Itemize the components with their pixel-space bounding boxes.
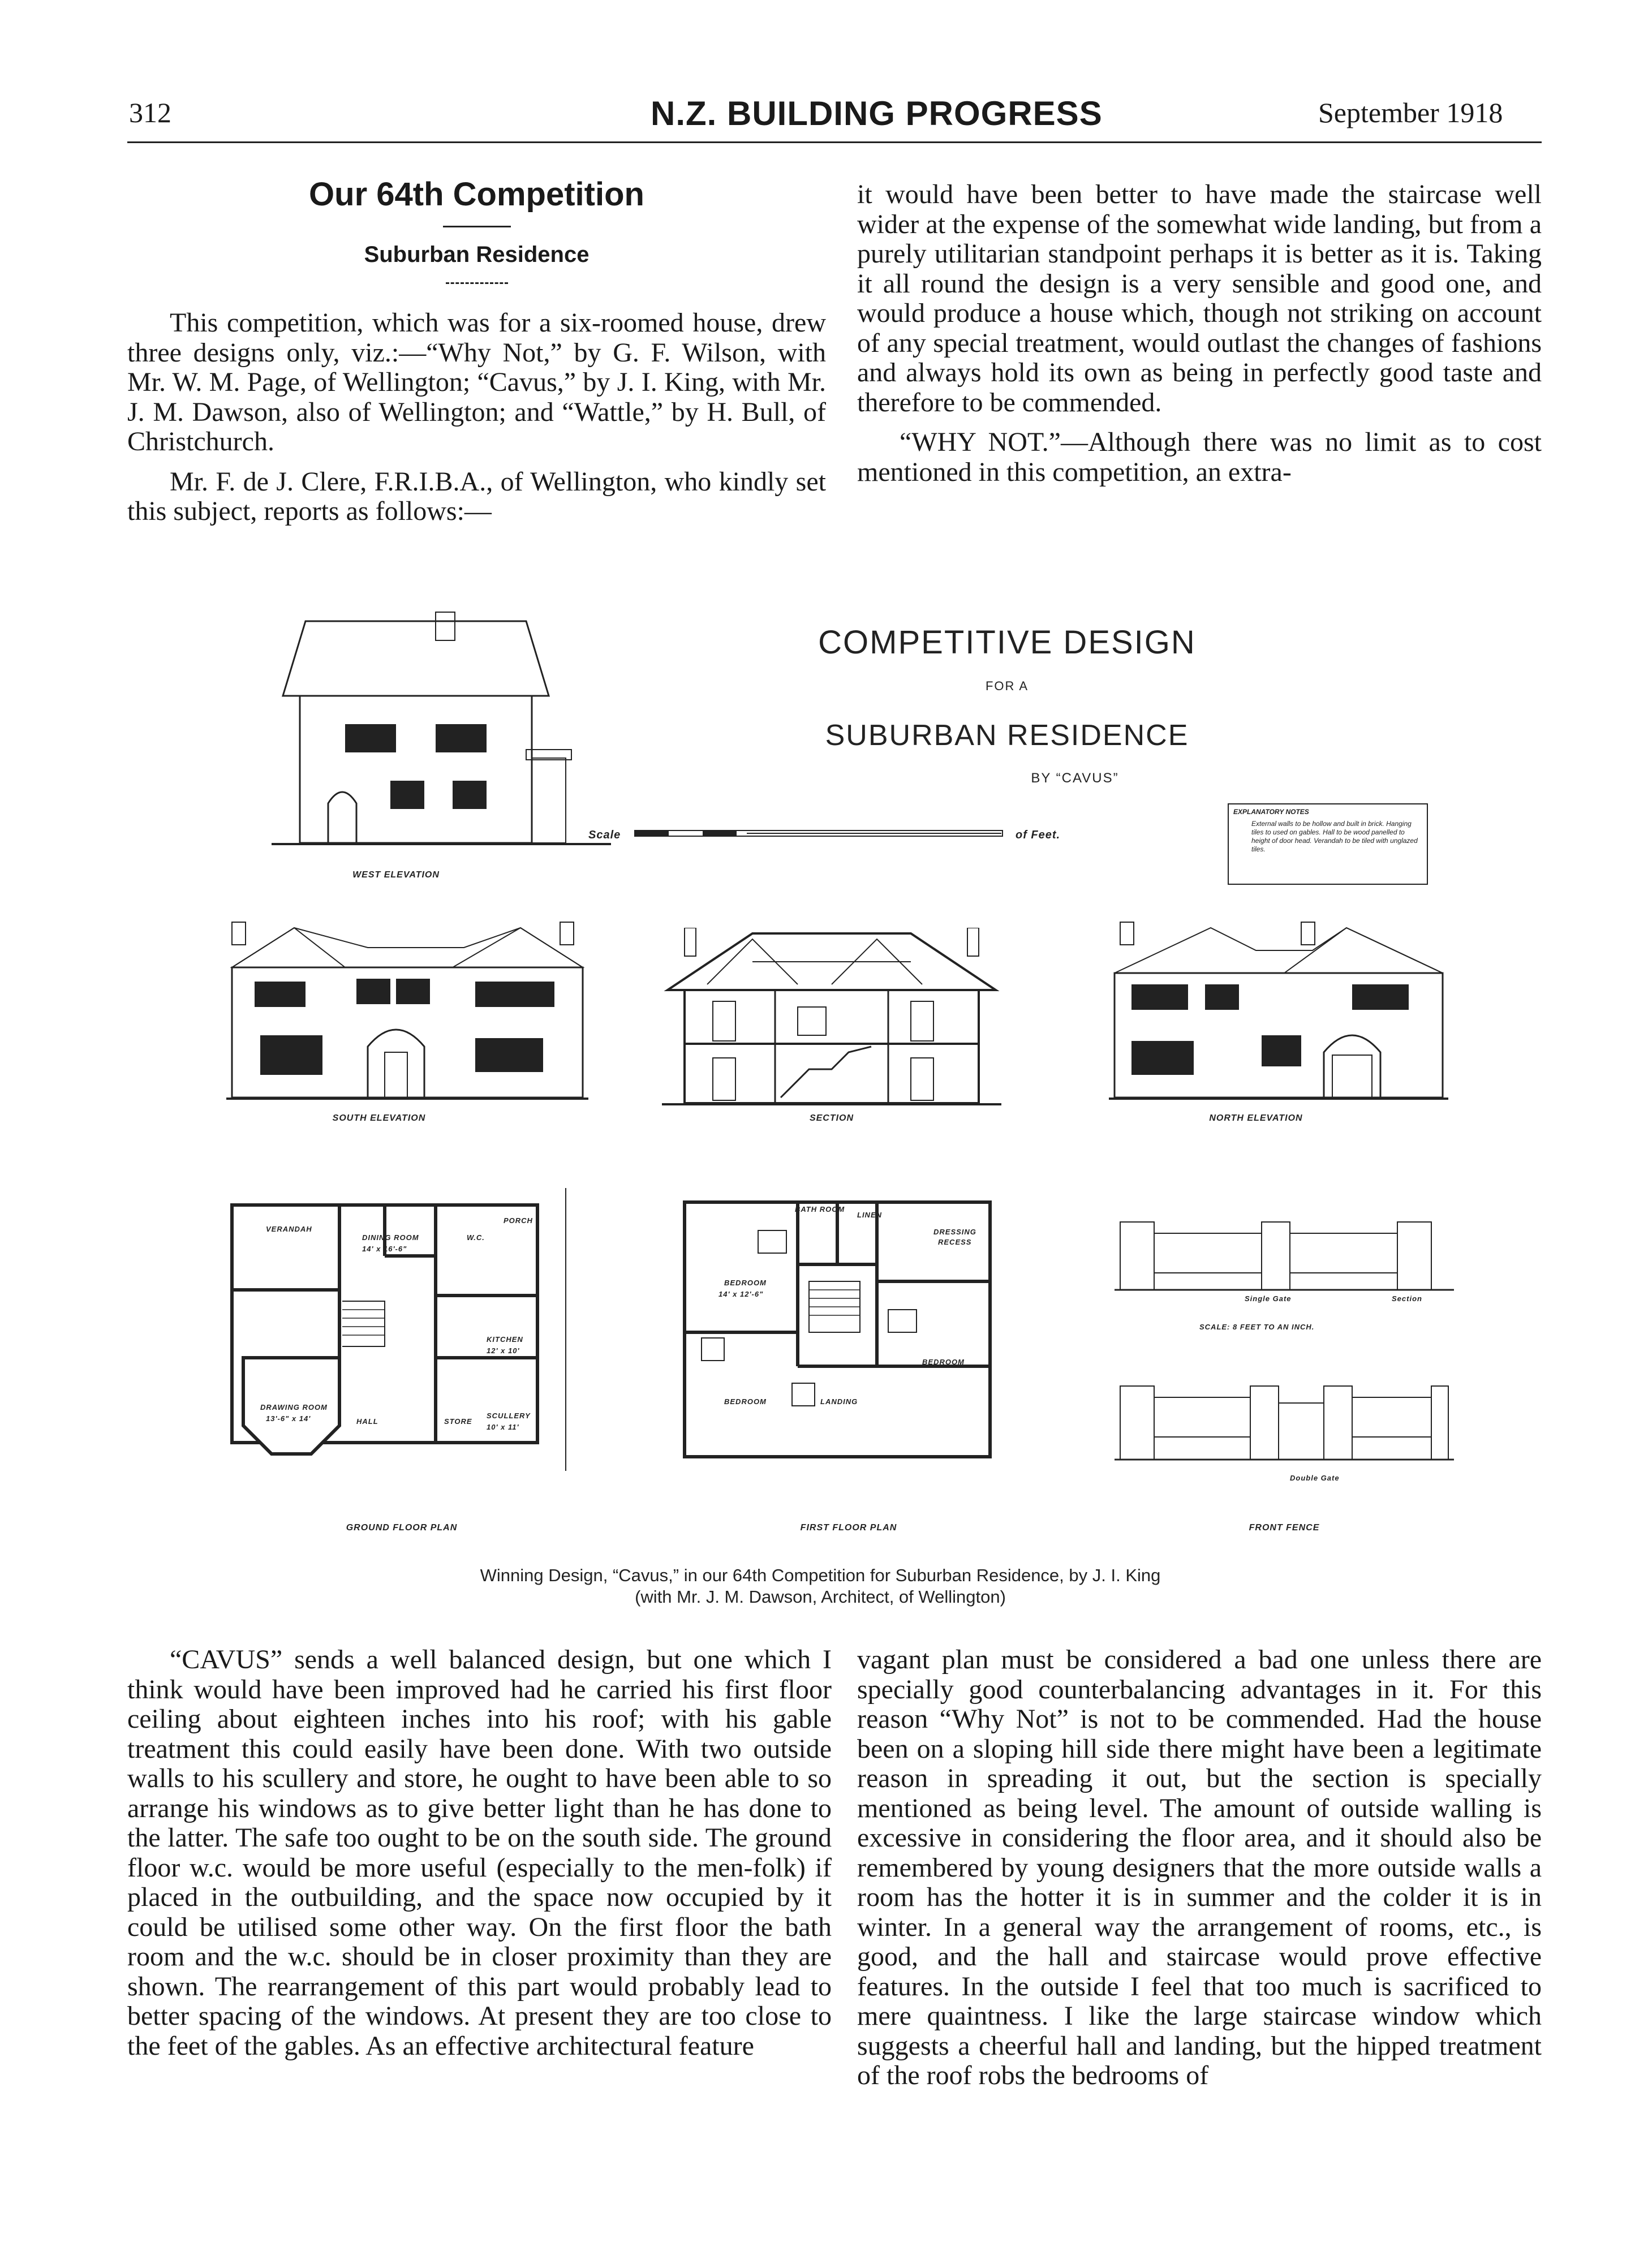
scale-label: Scale	[588, 829, 621, 841]
right-top-column	[857, 180, 1542, 497]
article-title: Our 64th Competition	[309, 176, 644, 213]
journal-title: N.Z. BUILDING PROGRESS	[651, 94, 1103, 132]
label-front-fence: FRONT FENCE	[1249, 1523, 1320, 1533]
room-bathroom: BATH ROOM	[795, 1205, 845, 1213]
page-number: 312	[129, 97, 171, 128]
room-porch: PORCH	[504, 1216, 533, 1225]
caption-line-1: Winning Design, “Cavus,” in our 64th Competition for Suburban Residence, by J. I. King	[480, 1565, 1161, 1585]
sheet-title-for: FOR A	[985, 679, 1029, 693]
subtitle-rule	[446, 282, 508, 284]
label-fence-scale: SCALE: 8 FEET TO AN INCH.	[1199, 1323, 1315, 1331]
article-subtitle: Suburban Residence	[364, 242, 590, 267]
sheet-title-line2: SUBURBAN RESIDENCE	[825, 719, 1189, 752]
room-bedroom-main: BEDROOM	[724, 1279, 767, 1287]
room-scullery-size: 10' x 11'	[487, 1423, 519, 1431]
title-rule	[443, 226, 511, 227]
right-paragraph-2: “WHY NOT.”—Although there was no limit as to cost mentioned in this competition, an extra-	[857, 427, 1542, 487]
label-fence-section: Section	[1392, 1294, 1422, 1303]
why-not-paragraph: vagant plan must be considered a bad one unless there are specially good counterbalancing advantages in it. For this reason “Why Not” is not to be commended. Had the house been on a sloping hill side there might have been a legitimate reason in spreading it out, but the section is specially mentioned as being level. The amount of outside walling is excessive in considering the floor area, and it should also be remembered by young designers that the more outside walls a room has the hotter it is in summer and the colder it is in winter. In a general way the arrangement of rooms, etc., is good, and the hall and staircase would prove effective features. In the outside I feel that too much is sacrificed to mere quaintness. I like the large staircase window which suggests a cheerful hall and landing, but the hipped treatment of the roof robs the bedrooms of	[857, 1645, 1542, 2090]
caption-line-2: (with Mr. J. M. Dawson, Architect, of Wellington)	[635, 1587, 1006, 1607]
room-recess: RECESS	[938, 1238, 972, 1246]
label-west-elevation: WEST ELEVATION	[352, 870, 440, 880]
label-double-gate: Double Gate	[1290, 1474, 1340, 1482]
label-north-elevation: NORTH ELEVATION	[1209, 1113, 1303, 1123]
explanatory-notes-text: External walls to be hollow and built in brick. Hanging tiles to used on gables. Hall to be wood panelled to height of door head. Verandah to be tiled with unglazed tiles.	[1251, 820, 1418, 853]
intro-paragraph-1: This competition, which was for a six-roomed house, drew three designs only, viz.:—“Why Not,” by G. F. Wilson, with Mr. W. M. Page, of Wellington; “Cavus,” by J. I. King, with Mr. J. M. Dawson, also of Wellington; and “Wattle,” by H. Bull, of Christchurch.	[127, 308, 826, 457]
intro-paragraph-2: Mr. F. de J. Clere, F.R.I.B.A., of Wellington, who kindly set this subject, reports as follows:—	[127, 466, 826, 526]
bottom-left-column	[127, 1645, 832, 2071]
room-linen: LINEN	[857, 1211, 882, 1219]
west-elevation-drawing	[272, 611, 611, 860]
explanatory-notes-title: EXPLANATORY NOTES	[1233, 808, 1309, 816]
room-scullery: SCULLERY	[487, 1411, 531, 1420]
room-dressing: DRESSING	[933, 1228, 976, 1236]
room-verandah: VERANDAH	[266, 1225, 312, 1233]
scale-unit: of Feet.	[1016, 829, 1061, 841]
scale-bar	[634, 827, 1007, 841]
label-south-elevation: SOUTH ELEVATION	[332, 1113, 426, 1123]
explanatory-notes-box	[1228, 803, 1428, 885]
label-ground-floor-plan: GROUND FLOOR PLAN	[346, 1523, 458, 1533]
room-wc: W.C.	[467, 1233, 485, 1242]
room-drawing-size: 13'-6" x 14'	[266, 1414, 311, 1423]
first-floor-plan-drawing	[679, 1197, 996, 1468]
room-landing: LANDING	[820, 1397, 858, 1406]
room-hall: HALL	[356, 1417, 378, 1426]
room-kitchen: KITCHEN	[487, 1335, 523, 1344]
drawing-sheet	[226, 611, 1460, 1561]
issue-date: September 1918	[1318, 97, 1503, 128]
cavus-paragraph: “CAVUS” sends a well balanced design, but one which I think would have been improved had he carried his first floor ceiling about eighteen inches into his roof; with his gable treatment this could easily have been done. With two outside walls to his scullery and store, he ought to have been able to so arrange his windows as to give better light than he has done to the latter. The safe too ought to be on the south side. The ground floor w.c. would be more useful (especially to the men-folk) if placed in the outbuilding, and the space now occupied by it could be utilised some other way. On the first floor the bath room and the w.c. should be in closer proximity than they are shown. The rearrangement of this part would probably lead to better spacing of the windows. At present they are too close to the feet of the gables. As an effective architectural feature	[127, 1645, 832, 2061]
header-rule	[127, 141, 1542, 143]
room-dining-size: 14' x 16'-6"	[362, 1245, 407, 1253]
article-heading	[127, 175, 826, 284]
room-store: STORE	[444, 1417, 472, 1426]
sheet-title-by: BY “CAVUS”	[1031, 771, 1119, 786]
label-single-gate: Single Gate	[1245, 1294, 1292, 1303]
room-dining: DINING ROOM	[362, 1233, 419, 1242]
label-first-floor-plan: FIRST FLOOR PLAN	[800, 1523, 897, 1533]
right-paragraph-1: it would have been better to have made the staircase well wider at the expense of the somewhat wide landing, but from a purely utilitarian standpoint perhaps it is better as it is. Taking it all round the design is a very sensible and good one, and would produce a house which, though not striking on account of any special treatment, would outlast the changes of fashions and always hold its own as being in perfectly good taste and therefore to be commended.	[857, 179, 1542, 418]
room-kitchen-size: 12' x 10'	[487, 1346, 520, 1355]
room-drawing: DRAWING ROOM	[260, 1403, 328, 1411]
sheet-title-line1: COMPETITIVE DESIGN	[818, 624, 1196, 661]
front-fence-drawing	[1115, 1199, 1454, 1505]
intro-column	[127, 308, 826, 537]
south-elevation-drawing	[226, 916, 588, 1109]
section-drawing	[662, 928, 1001, 1120]
room-bedroom-main-size: 14' x 12'-6"	[718, 1290, 764, 1298]
room-bedroom-2: BEDROOM	[724, 1397, 767, 1406]
bottom-right-column	[857, 1645, 1542, 2101]
figure-caption	[170, 1565, 1471, 1608]
label-section: SECTION	[809, 1113, 854, 1123]
north-elevation-drawing	[1109, 916, 1448, 1109]
room-bedroom-3: BEDROOM	[922, 1358, 965, 1366]
